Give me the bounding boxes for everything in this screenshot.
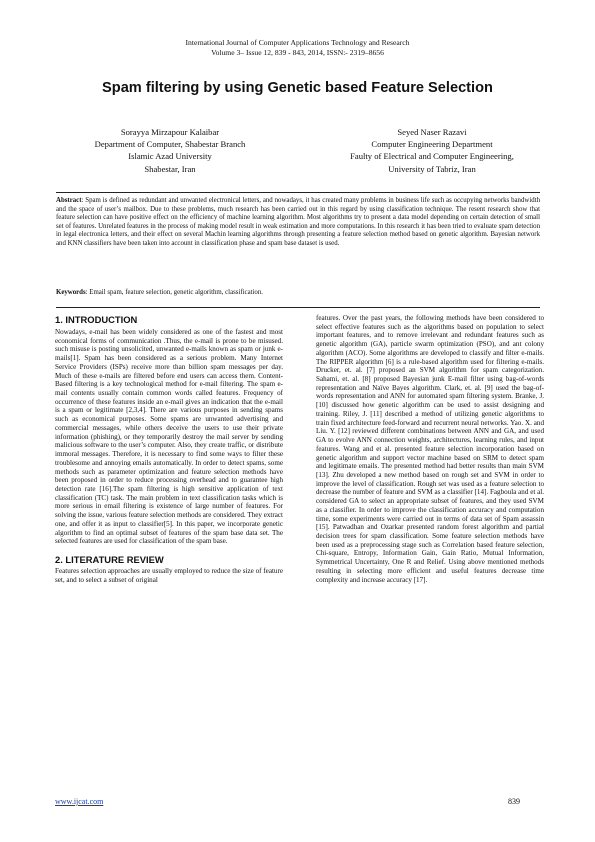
author-block-2: [312, 126, 552, 175]
abstract-text: : Spam is defined as redundant and unwanted electronical letters, and nowadays, it has created many problems in business life such as occupying networks bandwidth and the space of user’s mailbox. Due to these problems, much research has been carried out in this regard by using classification technique. The resent research show that feature selection can have positive effect on the efficiency of machine learning algorithm. Most algorithms try to present a data model depending on certain detection of small set of features. Unrelated features in the process of making model result in weak estimation and more computations. In this research it has been tried to evaluate spam detection in legal electronica letters, and their effect on several Machin learning algorithms through presenting a feature selection method based on genetic algorithm. Bayesian network and KNN classifiers have been taken into account in classification phase and spam base dataset is used.: [56, 197, 540, 247]
right-column: [316, 314, 544, 584]
abstract-label: Abstract: [56, 197, 82, 204]
author-institution: Islamic Azad University: [128, 151, 212, 162]
author-location: University of Tabriz, Iran: [388, 163, 476, 174]
author-name: Seyed Naser Razavi: [397, 127, 467, 137]
author-name: Sorayya Mirzapour Kalaibar: [120, 127, 220, 137]
author-department: Computer Engineering Department: [371, 139, 493, 150]
paper-title: Spam filtering by using Genetic based Feature Selection: [102, 80, 493, 96]
section-heading-literature-review: 2. LITERATURE REVIEW: [55, 553, 164, 565]
page-number: 839: [508, 797, 520, 806]
author-department: Department of Computer, Shabestar Branch: [94, 139, 246, 150]
keywords: [56, 289, 540, 298]
keywords-text: : Email spam, feature selection, genetic algorithm, classification.: [85, 289, 263, 296]
author-institution: Faulty of Electrical and Computer Engineering,: [350, 151, 514, 162]
journal-header: [0, 38, 595, 58]
journal-issue: Volume 3– Issue 12, 839 - 843, 2014, ISSN:- 2319–8656: [211, 48, 384, 57]
author-location: Shabestar, Iran: [144, 163, 196, 174]
journal-name: International Journal of Computer Applications Technology and Research: [185, 38, 410, 47]
section-heading-introduction: 1. INTRODUCTION: [55, 314, 138, 325]
footer-website-link[interactable]: www.ijcat.com: [55, 797, 104, 806]
keywords-label: Keywords: [56, 289, 86, 296]
abstract: [56, 197, 540, 248]
literature-review-continued-paragraph: features. Over the past years, the following methods have been considered to select effective features such as the algorithms based on population to select important features, and to remove irrelevant and redundant features such as genetic algorithm (GA), particle swarm optimization (PSO), and ant colony algorithm (ACO). Some algorithms are developed to classify and filter e-mails. The RIPPER algorithm [6] is a rule-based algorithm used for filtering e-mails. Drucker, et. al. [7] proposed an SVM algorithm for spam categorization. Sahami, et. al. [8] proposed Bayesian junk E-mail filter using bag-of-words representation and Naïve Bayes algorithm. Clark, et. al. [9] used the bag-of-words representation and ANN for automated spam filtering system. Branke, J. [10] discussed how genetic algorithm can be used to assist designing and training. Riley, J. [11] described a method of utilizing genetic algorithms to train fixed architecture feed-forward and recurrent neural networks. Yao. X. and Liu. Y. [12] reviewed different combinations between ANN and GA, and used GA to evolve ANN connection weights, architectures, learning rules, and input features. Wang and et al. presented feature selection incorporation based on genetic algorithm and support vector machine based on SRM to detect spam and legitimate emails. The presented method had better results than main SVM [13]. Zhu developed a new method based on rough set and SVM in order to improve the level of classification. Rough set was used as a feature selection to decrease the number of feature and SVM as a classifier [14]. Fagboula and et al. considered GA to select an appropriate subset of features, and they used SVM as a classifier. In order to improve the classification accuracy and computation time, some experiments were carried out in terms of data set of Spam assassin [15]. Patwadhan and Ozarkar presented random forest algorithm and partial decision trees for spam classification. Some feature selection methods have been used as a preprocessing stage such as Correlation based feature selection, Chi-square, Entropy, Information Gain, Gain Ratio, Mutual Information, Symmetrical Uncertainty, One R and Relief. Using above mentioned methods resulting in selecting more efficient and useful features decrease time complexity and increase accuracy [17].: [316, 314, 544, 584]
introduction-paragraph: Nowadays, e-mail has been widely considered as one of the fastest and most economical forms of communication .Thus, the e-mail is prone to be misused. such misuse is posting unsolicited, unwanted e-mails known as spam or junk e-mails[1]. Spam has been considered as a serious problem. Many Internet Service Providers (ISPs) receive more than billion spam messages per day. Much of these e-mails are filtered before end users can access them. Content-Based filtering is a key technological method for e-mail filtering. The spam e-mail contents usually contain common words called features. Frequency of occurrence of these features inside an e-mail gives an indication that the e-mail is a spam or legitimate [2,3,4]. There are various purposes in sending spams such as economical purposes. Some spams are unwanted advertising and commercial messages, while others deceive the users to use their private information (phishing), or they temporarily destroy the mail server by sending malicious software to the user’s computer. Also, they create traffic, or distribute immoral messages. Therefore, it is necessary to find some ways to filter these troublesome and annoying emails automatically. In order to detect spams, some methods such as parameter optimization and feature selection methods have been proposed in order to reduce processing overhead and to guarantee high detection rate [16].The spam filtering is high sensitive application of text classification (TC) task. The main problem in text classification tasks which is more serious in email filtering is existence of large number of features. For solving the issue, various feature selection methods are considered. They extract one, and offer it as input to classifier[5]. In this paper, we incorporate genetic algorithm to find an optimal subset of features of the spam base data set. The selected features are used for classification of the spam base.: [55, 328, 283, 546]
left-column: [55, 314, 283, 584]
literature-review-paragraph: Features selection approaches are usually employed to reduce the size of feature set, and to select a subset of original: [55, 566, 283, 584]
author-block-1: [55, 126, 285, 175]
abstract-box: [56, 192, 540, 308]
